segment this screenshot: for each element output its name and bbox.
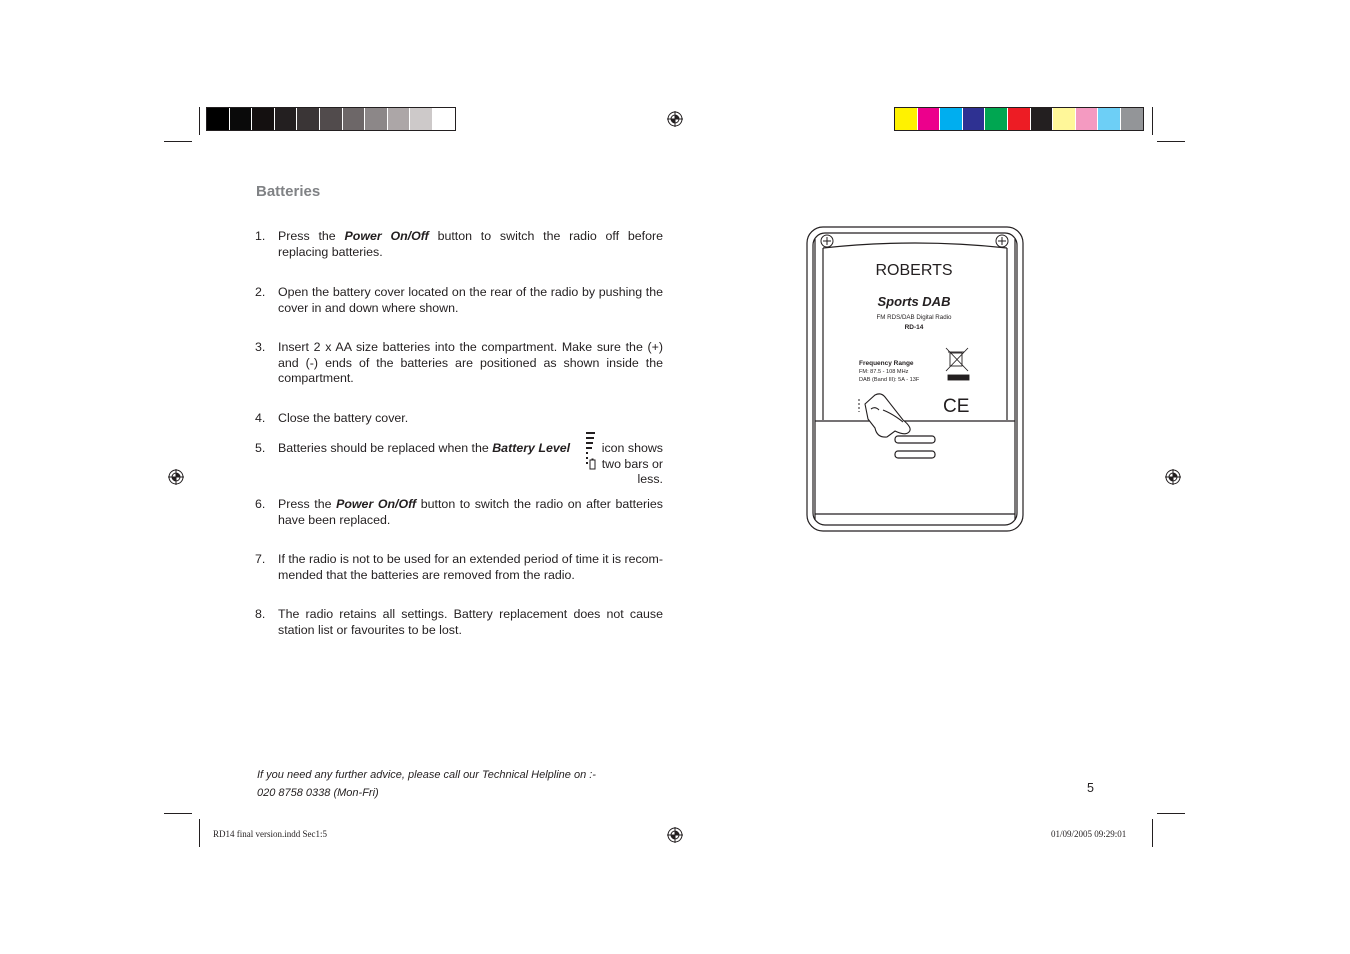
item-number: 8. [255,607,266,621]
frequency-title: Frequency Range [859,360,914,367]
frequency-fm: FM: 87.5 - 108 MHz [859,369,909,375]
pointing-hand-icon [865,394,910,437]
screw-icon [821,235,833,247]
color-swatch [1121,108,1143,130]
color-swatch [918,108,941,130]
color-swatch [275,108,298,130]
weee-bin-icon [946,348,969,380]
registration-mark-icon [667,827,683,843]
color-swatch [895,108,918,130]
color-swatch [207,108,230,130]
color-swatch [343,108,366,130]
item-text: Press the Power On/Off button to switch the radio off before replacing batteries. [278,229,663,259]
color-swatch [1098,108,1121,130]
model-name: Sports DAB [877,294,951,309]
color-swatch [940,108,963,130]
color-swatch [1053,108,1076,130]
item-number: 2. [255,285,266,299]
crop-mark [199,819,200,847]
item-text: The radio retains all settings. Battery replacement does not cause station list or favourites to be lost. [278,607,663,637]
color-swatch [297,108,320,130]
item-number: 5. [255,441,266,455]
item-text: Press the Power On/Off button to switch the radio on after batteries have been replaced. [278,497,663,527]
item-number: 7. [255,552,266,566]
helpline-text: If you need any further advice, please call our Technical Helpline on :- [257,769,596,781]
screw-icon [996,235,1008,247]
brand-logo: ROBERTS [875,262,953,279]
color-swatch [410,108,433,130]
item-number: 4. [255,411,266,425]
registration-mark-icon [667,111,683,127]
slug-timestamp: 01/09/2005 09:29:01 [1051,829,1127,839]
crop-mark [1152,819,1153,847]
color-swatch [230,108,253,130]
radio-rear-illustration [805,224,1025,536]
crop-mark [164,813,192,814]
crop-mark [1157,813,1185,814]
color-swatch [1076,108,1099,130]
crop-mark [1152,107,1153,135]
color-swatch [320,108,343,130]
process-color-bar [894,107,1144,131]
grayscale-color-bar [206,107,456,131]
page-number: 5 [1087,781,1094,795]
crop-mark [199,107,200,135]
item-text-tail: icon shows two bars or less. [601,441,663,486]
color-swatch [1031,108,1054,130]
color-swatch [1008,108,1031,130]
color-swatch [365,108,388,130]
battery-level-icon [584,431,598,473]
item-text: Open the battery cover located on the rear of the radio by pushing the cover in and down where shown. [278,285,663,315]
item-number: 3. [255,340,266,354]
color-swatch [985,108,1008,130]
color-swatch [963,108,986,130]
item-text: Insert 2 x AA size batteries into the compartment. Make sure the (+) and (-) ends of the batteries are positioned as shown inside the compartment. [278,340,663,385]
ce-mark-icon: CE [943,396,970,417]
item-text: If the radio is not to be used for an extended period of time it is recom-mended that the batteries are removed from the radio. [278,552,664,582]
color-swatch [433,108,455,130]
helpline-number: 020 8758 0338 (Mon-Fri) [257,787,379,799]
icon-name: Battery Level [492,441,571,455]
section-heading: Batteries [256,183,321,200]
button-name: Power On/Off [336,497,417,511]
item-text: Batteries should be replaced when the Battery Level [278,441,571,455]
slug-filename: RD14 final version.indd Sec1:5 [213,829,327,839]
color-swatch [252,108,275,130]
button-name: Power On/Off [344,229,429,243]
item-number: 6. [255,497,266,511]
registration-mark-icon [168,469,184,485]
registration-mark-icon [1165,469,1181,485]
crop-mark [1157,141,1185,142]
item-text: Close the battery cover. [278,411,409,425]
item-number: 1. [255,229,266,243]
color-swatch [388,108,411,130]
crop-mark [164,141,192,142]
model-subtitle: FM RDS/DAB Digital Radio [876,314,952,321]
frequency-dab: DAB (Band III): 5A - 13F [859,377,920,383]
model-code: RD-14 [904,324,924,331]
